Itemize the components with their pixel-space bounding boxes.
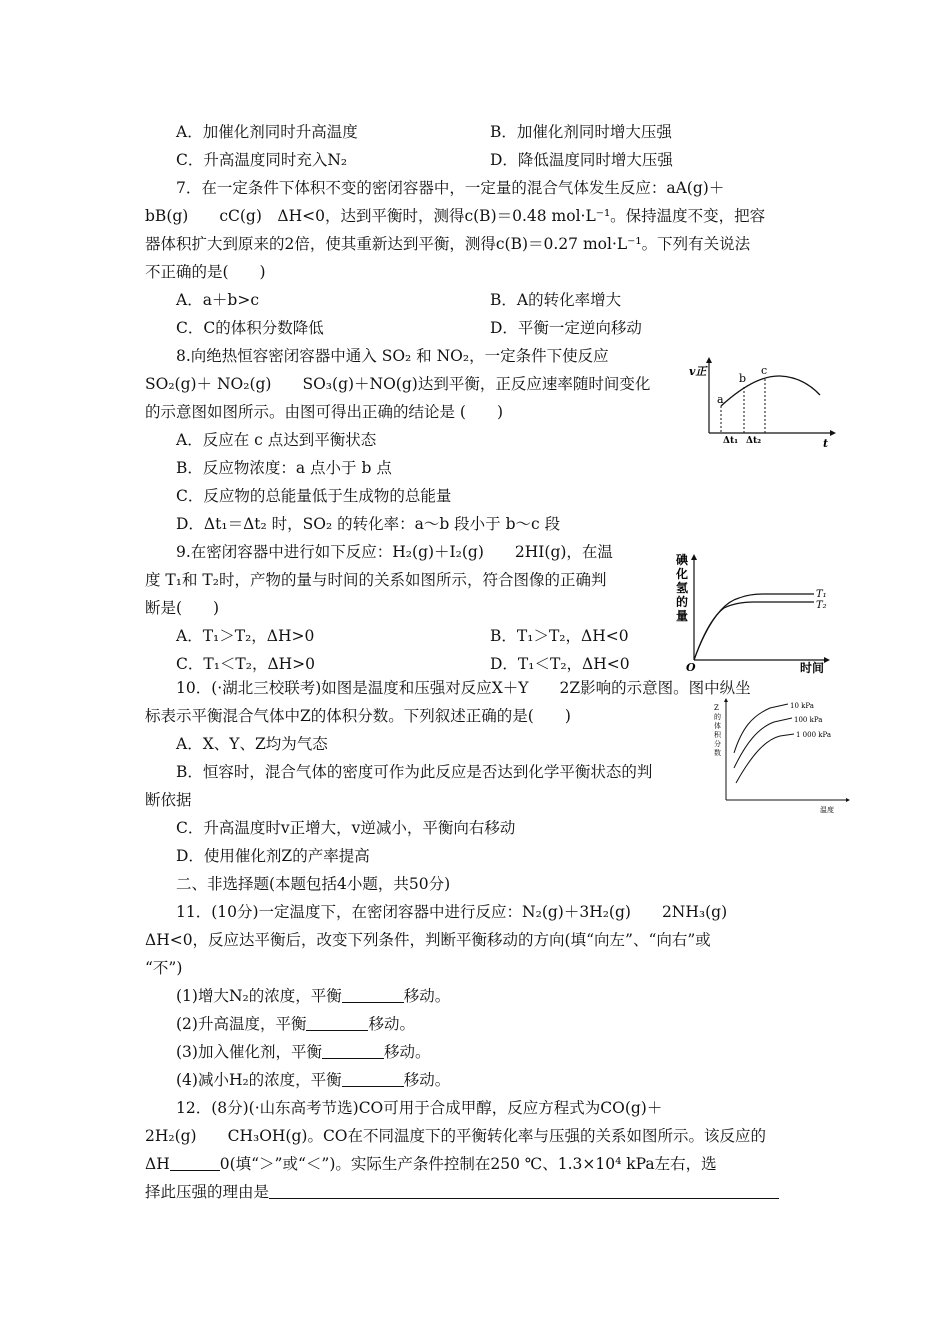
q9-stem-line2: 度 T₁和 T₂时，产物的量与时间的关系如图所示，符合图像的正确判: [145, 571, 607, 589]
q9-option-b: B．T₁＞T₂，ΔH<0: [490, 627, 629, 645]
q8-option-d: D．Δt₁＝Δt₂ 时，SO₂ 的转化率：a～b 段小于 b～c 段: [176, 515, 561, 533]
q10-ylabel-5: 分: [714, 740, 721, 748]
q6-option-d: D．降低温度同时增大压强: [490, 151, 673, 169]
q10-stem-line1: 10．(·湖北三校联考)如图是温度和压强对反应X＋Y 2Z影响的示意图。图中纵坐: [176, 679, 751, 697]
q8-rate-curve: [721, 376, 820, 406]
q9-label-t1: T₁: [816, 589, 827, 600]
q8-rate-time-figure: [685, 355, 840, 450]
q10-stem-line2: 标表示平衡混合气体中Z的体积分数。下列叙述正确的是( ): [145, 707, 571, 725]
q10-ylabel-6: 数: [714, 749, 721, 757]
q8-ylabel: v正: [689, 365, 707, 378]
q11-sub3-tail: 移动。: [383, 1043, 431, 1061]
q8-option-b: B．反应物浓度：a 点小于 b 点: [176, 459, 392, 477]
q9-option-a: A．T₁＞T₂，ΔH>0: [176, 627, 315, 645]
q11-stem-line2: ΔH<0，反应达平衡后，改变下列条件，判断平衡移动的方向(填“向左”、“向右”或: [145, 931, 711, 949]
q12-stem-line4: [145, 1181, 779, 1203]
q8-xlabel: t: [823, 437, 829, 450]
q8-point-b: b: [739, 372, 747, 385]
q12-stem-line3-tail: 0(填“＞”或“＜”)。实际生产条件控制在250 ℃、1.3×10⁴ kPa左右，选: [219, 1155, 717, 1173]
q9-label-t2: T₂: [816, 600, 827, 611]
q11-sub2-text: (2)升高温度，平衡: [176, 1015, 307, 1033]
q11-sub1: [176, 985, 450, 1007]
q12-stem-line3: [145, 1153, 717, 1175]
q6-option-c: C．升高温度同时充入N₂: [176, 151, 348, 169]
q9-curve-t1: [694, 594, 814, 660]
q9-stem-line1: 9.在密闭容器中进行如下反应：H₂(g)＋I₂(g) 2HI(g)，在温: [176, 543, 613, 561]
q7-option-d: D．平衡一定逆向移动: [490, 319, 642, 337]
q11-stem-line1: 11．(10分)一定温度下，在密闭容器中进行反应：N₂(g)＋3H₂(g) 2NH₃(g): [176, 903, 728, 921]
q11-sub1-blank[interactable]: [342, 988, 404, 1003]
q7-stem-line4: 不正确的是( ): [145, 263, 266, 281]
q11-sub4-tail: 移动。: [403, 1071, 451, 1089]
q10-temperature-pressure-figure: [712, 698, 852, 818]
q10-xlabel: 温度: [820, 806, 834, 814]
q9-ylabel-5: 量: [676, 609, 689, 623]
q8-stem-line2: SO₂(g)＋ NO₂(g) SO₃(g)＋NO(g)达到平衡，正反应速率随时间变化: [145, 375, 651, 393]
q11-sub4-blank[interactable]: [342, 1072, 404, 1087]
q9-stem-line3: 断是( ): [145, 599, 220, 617]
q9-ylabel-4: 的: [676, 595, 689, 609]
q10-option-b-line1: B．恒容时，混合气体的密度可作为此反应是否达到化学平衡状态的判: [176, 763, 653, 781]
q8-stem-line3: 的示意图如图所示。由图可得出正确的结论是 ( ): [145, 403, 504, 421]
q9-curve-t2: [694, 602, 814, 660]
q10-option-a: A．X、Y、Z均为气态: [176, 735, 328, 753]
q10-curve-1000kpa: [736, 734, 794, 783]
q12-stem-line1: 12．(8分)(·山东高考节选)CO可用于合成甲醇，反应方程式为CO(g)＋: [176, 1099, 663, 1117]
q11-sub3: [176, 1041, 430, 1063]
q10-label-100kpa: 100 kPa: [794, 716, 823, 724]
q8-option-c: C．反应物的总能量低于生成物的总能量: [176, 487, 452, 505]
q6-option-b: B．加催化剂同时增大压强: [490, 123, 672, 141]
q7-option-a: A．a＋b>c: [176, 291, 260, 309]
section-2-heading: 二、非选择题(本题包括4小题，共50分): [176, 875, 451, 893]
q11-sub4-text: (4)减小H₂的浓度，平衡: [176, 1071, 342, 1089]
q12-stem-line2: 2H₂(g) CH₃OH(g)。CO在不同温度下的平衡转化率与压强的关系如图所示。该反应的: [145, 1127, 767, 1145]
q8-point-c: c: [761, 364, 768, 377]
q10-ylabel-3: 体: [714, 722, 721, 730]
q11-sub2: [176, 1013, 415, 1035]
q9-ylabel-1: 碘: [676, 553, 689, 567]
q10-label-10kpa: 10 kPa: [790, 702, 814, 710]
q10-ylabel-4: 积: [714, 731, 721, 739]
q11-sub2-blank[interactable]: [306, 1016, 368, 1031]
q7-stem-line1: 7．在一定条件下体积不变的密闭容器中，一定量的混合气体发生反应：aA(g)＋: [176, 179, 725, 197]
q12-reason-prompt: 择此压强的理由是: [145, 1183, 270, 1201]
q11-sub3-text: (3)加入催化剂，平衡: [176, 1043, 322, 1061]
q10-ylabel-1: Z: [714, 704, 719, 712]
q11-sub2-tail: 移动。: [368, 1015, 415, 1033]
q9-xlabel: 时间: [800, 661, 825, 675]
q7-option-c: C．C的体积分数降低: [176, 319, 324, 337]
q8-option-a: A．反应在 c 点达到平衡状态: [176, 431, 377, 449]
q9-origin: O: [686, 661, 696, 674]
q11-stem-line3: “不”): [145, 959, 183, 977]
q10-option-c: C．升高温度时v正增大，v逆减小，平衡向右移动: [176, 819, 516, 837]
q11-sub3-blank[interactable]: [322, 1044, 384, 1059]
q9-ylabel-2: 化: [676, 567, 689, 581]
q9-option-c: C．T₁＜T₂，ΔH>0: [176, 655, 316, 673]
q7-stem-line2: bB(g) cC(g) ΔH<0，达到平衡时，测得c(B)＝0.48 mol·L⁻¹。保持温度不变，把容: [145, 207, 766, 225]
q10-option-d: D．使用催化剂Z的产率提高: [176, 847, 370, 865]
q11-sub4: [176, 1069, 450, 1091]
q12-reason-blank[interactable]: [269, 1184, 779, 1199]
q8-point-a: a: [717, 393, 724, 406]
q12-sign-blank[interactable]: [170, 1156, 220, 1171]
q10-curve-10kpa: [734, 704, 788, 753]
q12-delta-h: ΔH: [145, 1155, 170, 1173]
q10-option-b-line2: 断依据: [145, 791, 192, 809]
q9-option-d: D．T₁＜T₂，ΔH<0: [490, 655, 630, 673]
q10-label-1000kpa: 1 000 kPa: [796, 731, 832, 739]
q7-option-b: B．A的转化率增大: [490, 291, 622, 309]
q8-stem-line1: 8.向绝热恒容密闭容器中通入 SO₂ 和 NO₂，一定条件下使反应: [176, 347, 609, 365]
q6-option-a: A．加催化剂同时升高温度: [176, 123, 358, 141]
q10-curve-100kpa: [734, 718, 792, 768]
q10-ylabel-2: 的: [714, 713, 721, 721]
q11-sub1-text: (1)增大N₂的浓度，平衡: [176, 987, 342, 1005]
q8-dt2: Δt₂: [746, 436, 762, 446]
q7-stem-line3: 器体积扩大到原来的2倍，使其重新达到平衡，测得c(B)＝0.27 mol·L⁻¹。下列有关说法: [145, 235, 751, 253]
q8-dt1: Δt₁: [723, 436, 739, 446]
q9-ylabel-3: 氢: [676, 581, 689, 595]
q11-sub1-tail: 移动。: [403, 987, 451, 1005]
q9-product-time-figure: [674, 550, 834, 675]
